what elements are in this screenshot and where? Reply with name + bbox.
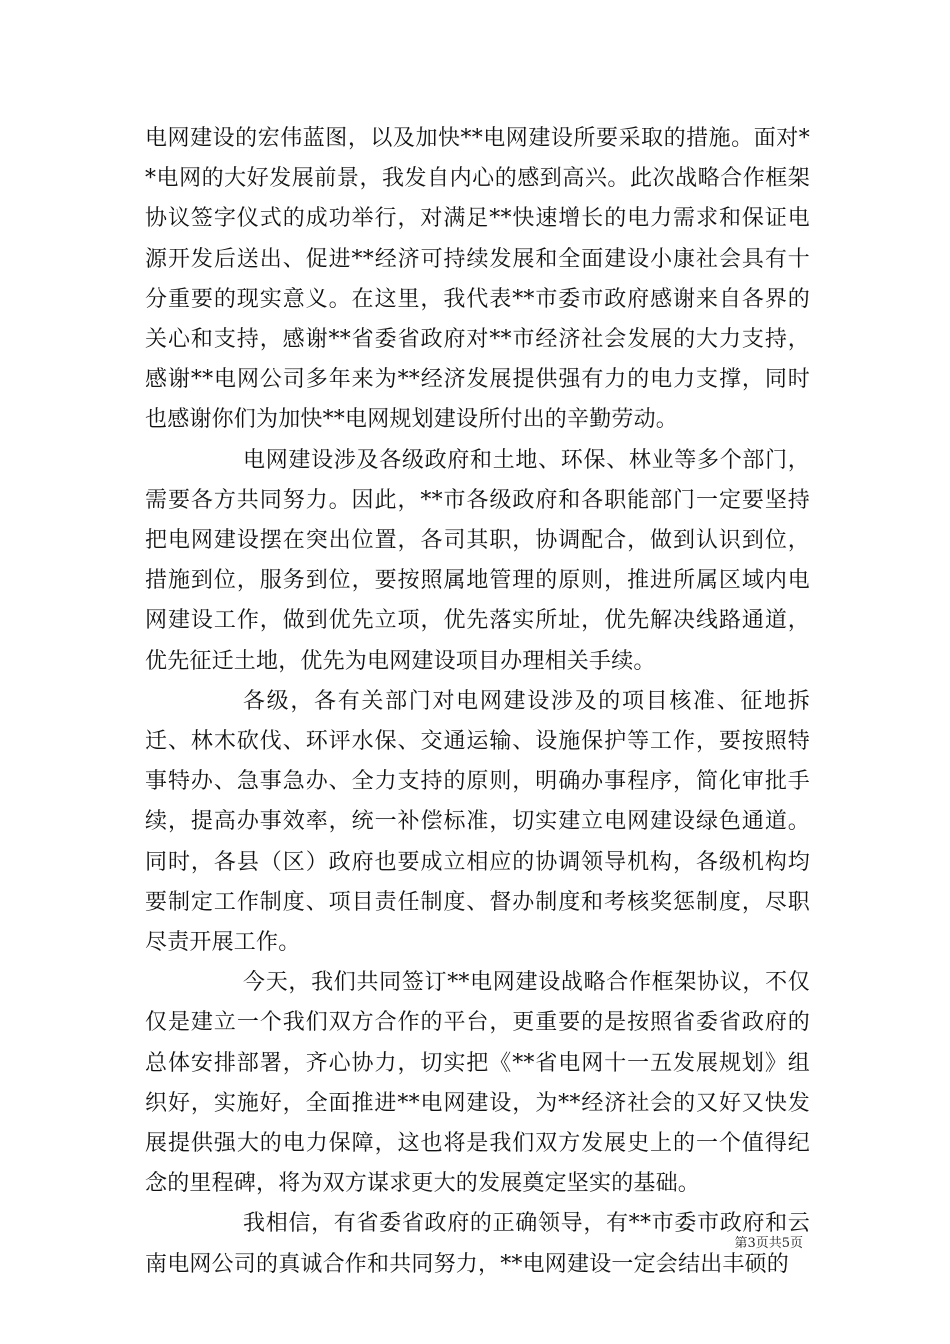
paragraph-5: 我相信，有省委省政府的正确领导，有**市委市政府和云南电网公司的真诚合作和共同努力，**电网建设一定会结出丰硕的	[145, 1211, 810, 1277]
body-text	[145, 119, 810, 1285]
paragraph-3: 各级，各有关部门对电网建设涉及的项目核准、征地拆迁、林木砍伐、环评水保、交通运输、设施保护等工作，要按照特事特办、急事急办、全力支持的原则，明确办事程序，简化审批手续，提高办事效率，统一补偿标准，切实建立电网建设绿色通道。同时，各县（区）政府也要成立相应的协调领导机构，各级机构均要制定工作制度、项目责任制度、督办制度和考核奖惩制度，尽职尽责开展工作。	[145, 688, 810, 956]
paragraph-4: 今天，我们共同签订**电网建设战略合作框架协议，不仅仅是建立一个我们双方合作的平台，更重要的是按照省委省政府的总体安排部署，齐心协力，切实把《**省电网十一五发展规划》组织好，实施好，全面推进**电网建设，为**经济社会的又好又快发展提供强大的电力保障，这也将是我们双方发展史上的一个值得纪念的里程碑，将为双方谋求更大的发展奠定坚实的基础。	[145, 970, 810, 1197]
page-number-footer: 第3页共5页	[734, 1236, 803, 1251]
paragraph-1: 电网建设的宏伟蓝图，以及加快**电网建设所要采取的措施。面对**电网的大好发展前景，我发自内心的感到高兴。此次战略合作框架协议签字仪式的成功举行，对满足**快速增长的电力需求和保证电源开发后送出、促进**经济可持续发展和全面建设小康社会具有十分重要的现实意义。在这里，我代表**市委市政府感谢来自各界的关心和支持，感谢**省委省政府对**市经济社会发展的大力支持，感谢**电网公司多年来为**经济发展提供强有力的电力支撑，同时也感谢你们为加快**电网规划建设所付出的辛勤劳动。	[145, 126, 810, 433]
paragraph-2: 电网建设涉及各级政府和土地、环保、林业等多个部门，需要各方共同努力。因此，**市各级政府和各职能部门一定要坚持把电网建设摆在突出位置，各司其职，协调配合，做到认识到位，措施到位，服务到位，要按照属地管理的原则，推进所属区域内电网建设工作，做到优先立项，优先落实所址，优先解决线路通道，优先征迁土地，优先为电网建设项目办理相关手续。	[145, 447, 810, 674]
